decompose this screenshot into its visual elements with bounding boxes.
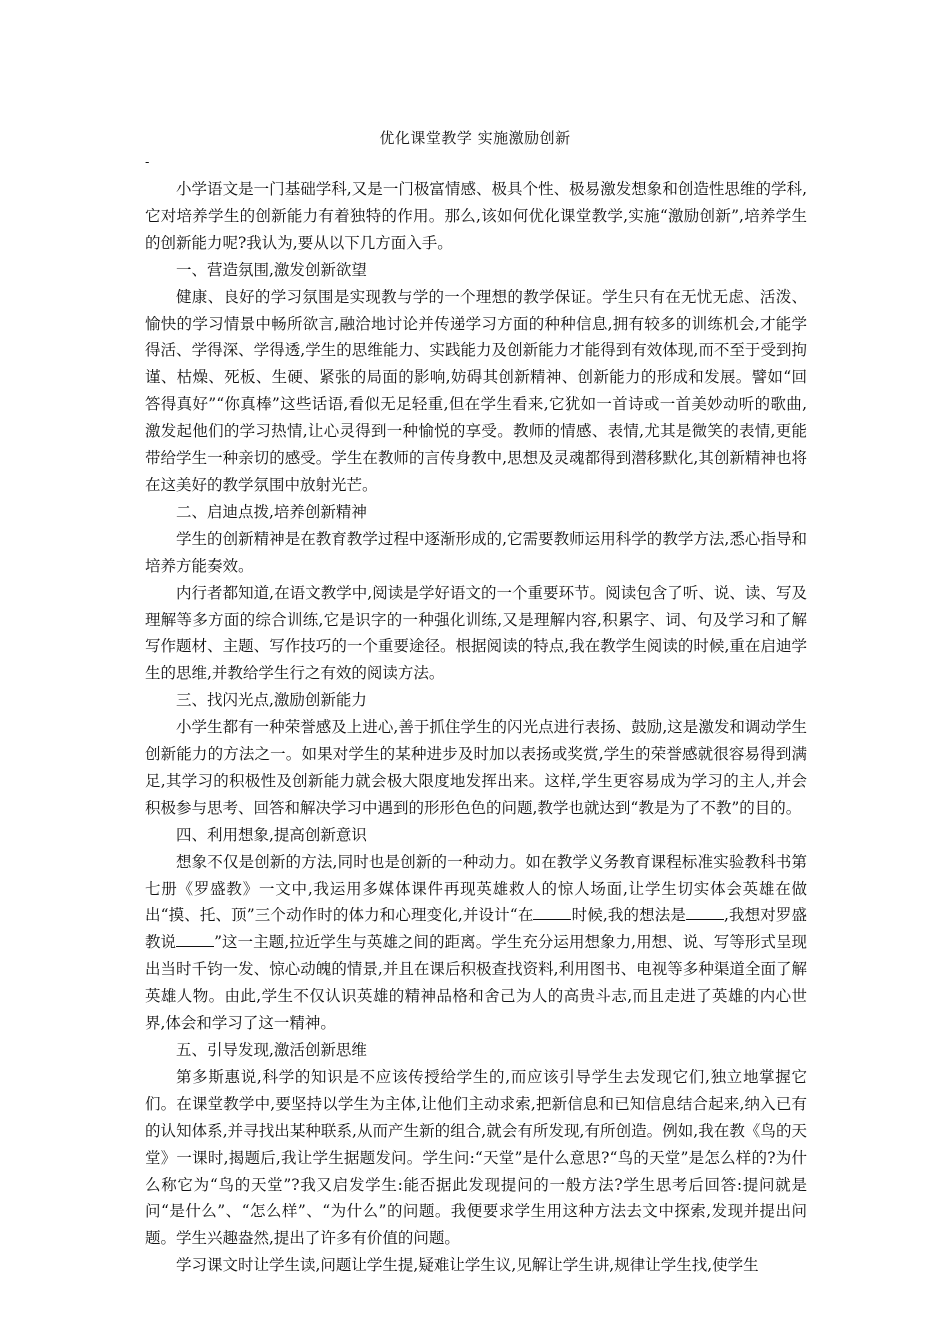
section-heading-1: 一、营造氛围,激发创新欲望 — [176, 260, 367, 279]
paragraph-section-1: 健康、良好的学习氛围是实现教与学的一个理想的教学保证。学生只有在无忧无虑、活泼、愉快的学习情景中畅所欲言,融洽地讨论并传递学习方面的种种信息,拥有较多的训练机会,才能学得活、学得深、学得透,学生的思维能力、实践能力及创新能力才能得到有效体现,而不至于受到拘谨、枯燥、死板、生硬、紧张的局面的影响,妨碍其创新精神、创新能力的形成和发展。譬如“回答得真好”“你真棒”这些话语,看似无足轻重,但在学生看来,它犹如一首诗或一首美妙动听的歌曲,激发起他们的学习热情,让心灵得到一种愉悦的享受。教师的情感、表情,尤其是微笑的表情,更能带给学生一种亲切的感受。学生在教师的言传身教中,思想及灵魂都得到潜移默化,其创新精神也将在这美好的教学氛围中放射光芒。 — [145, 287, 807, 494]
paragraph-section-4 — [145, 849, 807, 1037]
paragraph-section-2b: 内行者都知道,在语文教学中,阅读是学好语文的一个重要环节。阅读包含了听、说、读、写及理解等多方面的综合训练,它是识字的一种强化训练,又是理解内容,积累字、词、句及学习和了解写作题材、主题、写作技巧的一个重要途径。根据阅读的特点,我在教学生阅读的时候,重在启迪学生的思维,并教给学生行之有效的阅读方法。 — [145, 583, 807, 683]
paragraph-section-4-part-d: ”这一主题,拉近学生与英雄之间的距离。学生充分运用想象力,用想、说、写等形式呈现出当时千钧一发、惊心动魄的情景,并且在课后积极查找资料,利用图书、电视等多种渠道全面了解英雄人物。由此,学生不仅认识英雄的精神品格和舍己为人的高贵斗志,而且走进了英雄的内心世界,体会和学习了这一精神。 — [145, 933, 807, 1033]
paragraph-section-2a: 学生的创新精神是在教育教学过程中逐渐形成的,它需要教师运用科学的教学方法,悉心指导和培养方能奏效。 — [145, 529, 807, 575]
section-heading-2: 二、启迪点拨,培养创新精神 — [176, 502, 367, 521]
paragraph-section-5a: 第多斯惠说,科学的知识是不应该传授给学生的,而应该引导学生去发现它们,独立地掌握它们。在课堂教学中,要坚持以学生为主体,让他们主动求索,把新信息和已知信息结合起来,纳入已有的认知体系,并寻找出某种联系,从而产生新的组合,就会有所发现,有所创造。例如,我在教《鸟的天堂》一课时,揭题后,我让学生据题发问。学生问:“天堂”是什么意思?“鸟的天堂”是怎么样的?为什么称它为“鸟的天堂”?我又启发学生:能否据此发现提问的一般方法?学生思考后回答:提问就是问“是什么”、“怎么样”、“为什么”的问题。我便要求学生用这种方法去文中探索,发现并提出问题。学生兴趣盎然,提出了许多有价值的问题。 — [145, 1067, 807, 1248]
section-heading-5: 五、引导发现,激活创新思维 — [176, 1041, 367, 1059]
section-heading-4: 四、利用想象,提高创新意识 — [176, 825, 367, 844]
paragraph-section-5b: 学习课文时让学生读,问题让学生提,疑难让学生议,见解让学生讲,规律让学生找,使学生 — [176, 1256, 759, 1275]
paragraph-intro: 小学语文是一门基础学科,又是一门极富情感、极具个性、极易激发想象和创造性思维的学科,它对培养学生的创新能力有着独特的作用。那么,该如何优化课堂教学,实施“激励创新”,培养学生的创新能力呢?我认为,要从以下几方面入手。 — [145, 180, 807, 252]
document-title: 优化课堂教学 实施激励创新 — [379, 129, 571, 147]
section-heading-3: 三、找闪光点,激励创新能力 — [176, 691, 367, 710]
fill-blank-2 — [686, 905, 724, 920]
dash-mark: - — [145, 155, 150, 170]
fill-blank-1 — [533, 905, 571, 920]
paragraph-section-4-part-b: 时候,我的想法是 — [571, 906, 686, 925]
paragraph-section-4-part-a: 想象不仅是创新的方法,同时也是创新的一种动力。如在教学义务教育课程标准实验教科书第七册《罗盛教》一文中,我运用多媒体课件再现英雄救人的惊人场面,让学生切实体会英雄在做出“摸、托、顶”三个动作时的体力和心理变化,并设计“在 — [145, 852, 807, 925]
fill-blank-3 — [176, 932, 214, 947]
document-body — [145, 176, 807, 1279]
paragraph-section-4-part-c: ,我想对罗盛教说 — [145, 906, 807, 952]
paragraph-section-3: 小学生都有一种荣誉感及上进心,善于抓住学生的闪光点进行表扬、鼓励,这是激发和调动学生创新能力的方法之一。如果对学生的某种进步及时加以表扬或奖赏,学生的荣誉感就很容易得到满足,其学习的积极性及创新能力就会极大限度地发挥出来。这样,学生更容易成为学习的主人,并会积极参与思考、回答和解决学习中遇到的形形色色的问题,教学也就达到“教是为了不教”的目的。 — [145, 718, 807, 817]
